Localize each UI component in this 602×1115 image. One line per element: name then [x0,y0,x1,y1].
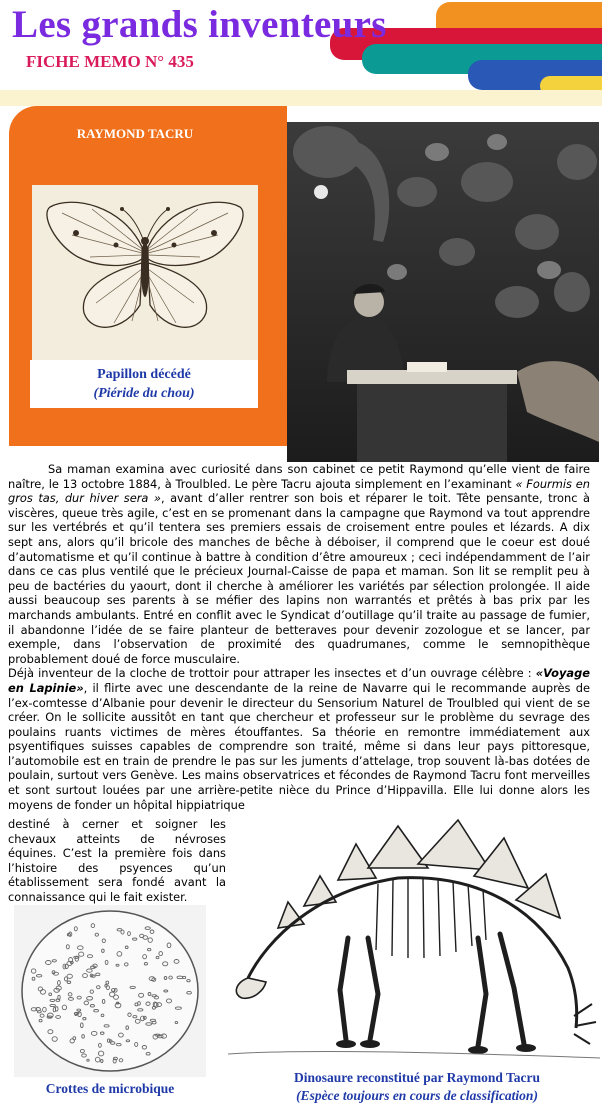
inventor-name: RAYMOND TACRU [76,126,194,141]
article-text: Sa maman examina avec curiosité dans son cabinet ce petit Raymond qu’elle vient de faire naître, le 13 octobre 1884, à Troulbled. Le père Tacru ajouta simplement en l’examinant [8,462,590,491]
dinosaur-caption-title: Dinosaure reconstitué par Raymond Tacru [293,1070,541,1085]
dinosaur-caption-subtitle: (Espèce toujours en cours de classification) [296,1088,538,1103]
page-subtitle: FICHE MEMO N° 435 [26,52,194,71]
inventor-photo [287,122,599,462]
article-text: , il flirte avec une descendante de la reine de Navarre qui le recommande auprès de l’ex-comtesse d’Albanie pour devenir le directeur du Sensorium Naturel de Troulbled qui vient de se créer. On le sollicite aussitôt en tant que chercheur et professeur sur le problème du sevrage des poulains ruants victimes de mères étouffantes. Sa théorie en remontre immédiatement aux psyentifiques suisses capables de comprendre son traité, même si dans leur pays pittoresque, l’automobile est en train de prendre le pas sur les juments d’attelage, trop souvent là-bas dotées de poulain, surtout vers Genève. Les mains observatrices et fécondes de Raymond Tacru font merveilles et sont surtout louées par une arrière-petite nièce du Prince d’Hippavilla. Elle lui donne alors les moyens de fonder un hôpital hippiatrique [8,680,590,812]
petri-dish-caption: Crottes de microbique [45,1081,175,1096]
butterfly-illustration [32,185,258,361]
article-quote: « Fourmis en gros tas, dur hiver sera » [8,476,590,506]
article-quote: «Voyage en Lapinie» [8,666,590,695]
article-text: , avant d’aller rentrer son bois et réparer le toit. Tête pensante, tronc à viscères, queue très agile, c’est en se promenant dans la campagne que Raymond va tout apprendre sur les vertébrés et qu’il tentera ses premiers essais de croisement entre poules et lézards. A dix sept ans, alors qu’il bricole des manches de bêche à déboiser, il comprend que le coeur est doué d’automatisme et qu’il continue à battre à condition d’être amoureux ; ceci indépendamment de l’air dans ce cas plus ventilé que le précieux Journal-Caisse de papa et maman. Son lit se remplit peu à peu de bactéries du yaourt, dont il cherche à améliorer les variétés par sélection prolongée. Il aide aussi beaucoup ses parents à se méfier des lapins non warrantés et prêtés à bas prix par les marchands ambulants. Entré en conflit avec le Syndicat d’outillage qu’il traite au passage de fumier, il abandonne l’idée de se faire planteur de betteraves pour devenir zozologue et se lancer, par exemple, dans l’observation de proximité des quadrumanes, comme le semnopithèque probablement doué de force musculaire. [8,491,590,666]
butterfly-caption-subtitle: (Piéride du chou) [93,386,195,401]
article-text: Déjà inventeur de la cloche de trottoir pour attraper les insectes et d’un ouvrage célèbre : [8,666,536,681]
article-paragraph-2 [8,666,590,812]
article-paragraph-1 [8,462,590,666]
butterfly-caption [30,360,258,408]
article-body [8,462,590,812]
butterfly-caption-title: Papillon décédé [97,367,191,382]
stegosaurus-skeleton-illustration [228,818,600,1070]
petri-dish-illustration [14,905,206,1077]
dinosaur-caption [248,1069,586,1105]
header-band-cream [0,90,602,106]
page-title: Les grands inventeurs [12,3,387,46]
article-continuation: destiné à cerner et soigner les chevaux atteints de névroses équines. C’est la première fois dans l’histoire des psyences qu’un établissement sera fondé avant la connaissance qui le fait exister. [8,817,226,904]
